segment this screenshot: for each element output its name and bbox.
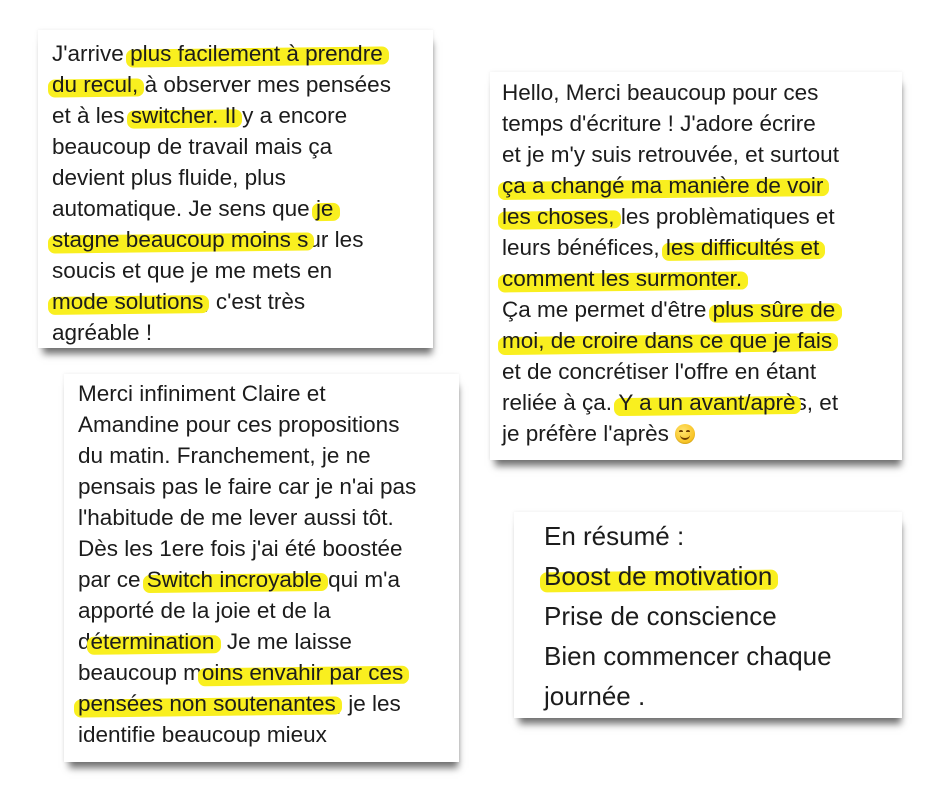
summary-heading: En résumé :: [544, 521, 685, 551]
highlighted-text: pensées non soutenantes: [78, 691, 336, 716]
summary-item: Prise de conscience: [544, 601, 777, 631]
highlighted-text: plus facilement à prendre: [130, 41, 383, 66]
text-line: pensées non soutenantes, je les: [78, 691, 401, 716]
summary-item: [544, 556, 902, 596]
highlighted-text: les choses,: [502, 204, 615, 229]
text-line: détermination. Je me laisse: [78, 629, 352, 654]
highlighted-text: plus sûre de: [712, 297, 836, 322]
highlighted-text: Y a un avant/aprè: [618, 390, 796, 415]
smiling-face-icon: [675, 424, 695, 444]
highlighted-text: comment les surmonter.: [502, 266, 743, 291]
text-line: [502, 170, 902, 201]
text-line: Merci infiniment Claire et: [78, 381, 326, 406]
highlighted-text: je: [315, 196, 334, 221]
highlighted-text: Boost de motivation: [544, 561, 773, 591]
text-line: devient plus fluide, plus: [52, 165, 286, 190]
text-line: je préfère l'après: [502, 418, 902, 449]
text-line: Ça me permet d'être plus sûre de: [502, 297, 836, 322]
text-line: reliée à ça. Y a un avant/après, et: [502, 390, 839, 415]
text-line: beaucoup de travail mais ça: [52, 134, 333, 159]
text-line: beaucoup moins envahir par ces: [78, 660, 404, 685]
testimonial-card-3: [64, 374, 459, 762]
highlighted-text: stagne beaucoup moins s: [52, 227, 309, 252]
text-line: agréable !: [52, 320, 153, 345]
text-line: Hello, Merci beaucoup pour ces: [502, 80, 819, 105]
testimonial-card-1: [38, 30, 433, 348]
text-line: automatique. Je sens que je: [52, 196, 334, 221]
text-line: pensais pas le faire car je n'ai pas: [78, 474, 417, 499]
text-line: apporté de la joie et de la: [78, 598, 331, 623]
highlighted-text: mode solutions: [52, 289, 204, 314]
text-line: Amandine pour ces propositions: [78, 412, 400, 437]
text-line: et à les switcher. Il y a encore: [52, 103, 348, 128]
text-line: par ce Switch incroyable qui m'a: [78, 567, 400, 592]
summary-item: Bien commencer chaque: [544, 641, 832, 671]
highlighted-text: ça a changé ma manière de voir: [502, 173, 824, 198]
text-line: J'arrive plus facilement à prendre: [52, 41, 383, 66]
text-line: leurs bénéfices, les difficultés et: [502, 235, 820, 260]
highlighted-text: oins envahir par ces: [201, 660, 404, 685]
text-line: temps d'écriture ! J'adore écrire: [502, 111, 816, 136]
highlighted-text: étermination: [90, 629, 215, 654]
text-line: soucis et que je me mets en: [52, 258, 333, 283]
text-line: du matin. Franchement, je ne: [78, 443, 371, 468]
highlighted-text: moi, de croire dans ce que je fais: [502, 328, 833, 353]
testimonial-card-2: [490, 72, 902, 460]
text-line: les choses, les problèmatiques et: [502, 204, 835, 229]
text-line: l'habitude de me lever aussi tôt.: [78, 505, 394, 530]
summary-card: [514, 512, 902, 718]
text-line: Dès les 1ere fois j'ai été boostée: [78, 536, 403, 561]
text-line: identifie beaucoup mieux: [78, 722, 327, 747]
text-line: et de concrétiser l'offre en étant: [502, 359, 817, 384]
highlighted-text: du recul,: [52, 72, 139, 97]
highlighted-text: Switch incroyable: [146, 567, 322, 592]
text-line: [502, 325, 902, 356]
highlighted-text: switcher. Il: [130, 103, 236, 128]
text-line: stagne beaucoup moins sur les: [52, 227, 364, 252]
highlighted-text: les difficultés et: [665, 235, 820, 260]
summary-item: journée .: [544, 681, 646, 711]
text-line: et je m'y suis retrouvée, et surtout: [502, 142, 839, 167]
text-line: [502, 263, 902, 294]
text-line: mode solutions, c'est très: [52, 289, 306, 314]
text-line: du recul, à observer mes pensées: [52, 72, 391, 97]
